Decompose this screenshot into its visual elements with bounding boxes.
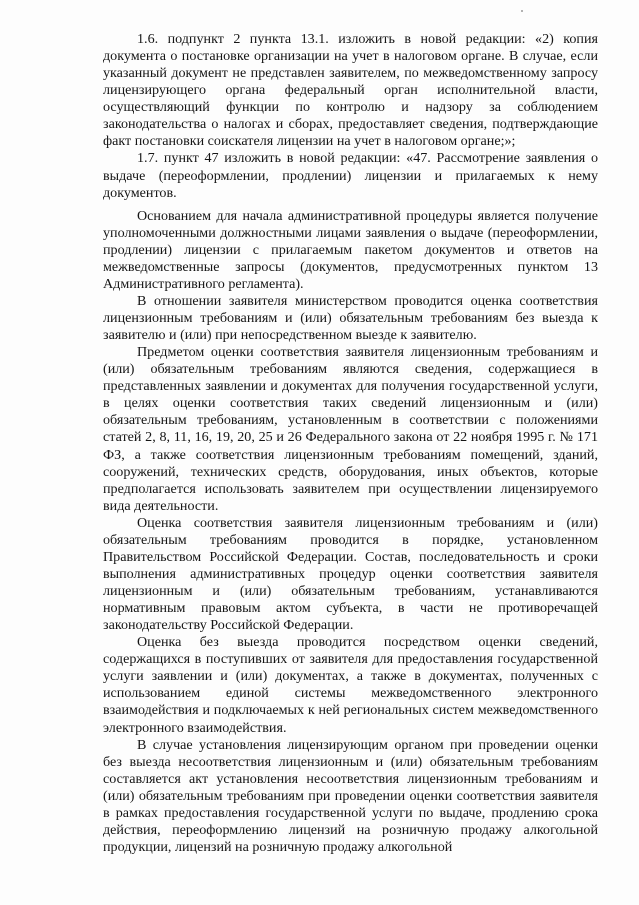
document-body	[103, 31, 598, 856]
paragraph-assessment: В отношении заявителя министерством проводится оценка соответствия лицензионным требованиям и (или) обязательным требованиям без выезда к заявителю и (или) при непосредственном выезде к заявителю.	[103, 292, 598, 344]
paragraph-1-6: 1.6. подпункт 2 пункта 13.1. изложить в новой редакции: «2) копия документа о постановке организации на учет в налоговом органе. В случае, если указанный документ не представлен заявителем, по межведомственному запросу лицензирующего органа федеральный орган исполнительной власти, осуществляющий функции по контролю и надзору за соблюдением законодательства о налогах и сборах, предоставляет сведения, подтверждающие факт постановки соискателя лицензии на учет в налоговом органе;»;	[103, 31, 598, 150]
paragraph-procedure: Оценка соответствия заявителя лицензионным требованиям и (или) обязательным требованиям проводится в порядке, установленном Правительством Российской Федерации. Состав, последовательность и сроки выполнения административных процедур оценки соответствия заявителя лицензионным и (или) обязательным требованиям, устанавливаются нормативным правовым актом субъекта, в части не противоречащей законодательству Российской Федерации.	[103, 514, 598, 634]
paragraph-no-visit: Оценка без выезда проводится посредством оценки сведений, содержащихся в поступивших от заявителя для предоставления государственной услуги заявлении и (или) документах, а также в документах, полученных с использованием единой системы межведомственного электронного взаимодействия и подключаемых к ней региональных систем межведомственного электронного взаимодействия.	[103, 634, 598, 736]
scan-speck	[521, 10, 523, 12]
paragraph-subject: Предметом оценки соответствия заявителя лицензионным требованиям и (или) обязательным требованиям являются сведения, содержащиеся в представленных заявлении и документах для получения государственной услуги, в целях оценки соответствия таких сведений лицензионным и (или) обязательным требованиям, установленным в соответствии с положениями статей 2, 8, 11, 16, 19, 20, 25 и 26 Федерального закона от 22 ноября 1995 г. № 171 ФЗ, а также соответствия лицензионным требованиям помещений, зданий, сооружений, технических средств, оборудования, иных объектов, которые предполагается использовать заявителем при осуществлении лицензируемого вида деятельности.	[103, 344, 598, 514]
paragraph-1-7: 1.7. пункт 47 изложить в новой редакции: «47. Рассмотрение заявления о выдаче (переоформлении, продлении) лицензии и прилагаемых к нему документов.	[103, 150, 598, 201]
paragraph-basis: Основанием для начала административной процедуры является получение уполномоченными должностными лицами заявления о выдаче (переоформлении, продлении) лицензии с прилагаемым пакетом документов и ответов на межведомственные запросы (документов, предусмотренных пунктом 13 Административного регламента).	[103, 207, 598, 292]
paragraph-nonconformity: В случае установления лицензирующим органом при проведении оценки без выезда несоответствия лицензионным и (или) обязательным требованиям составляется акт установления несоответствия лицензионным требованиям и (или) обязательным требованиям при проведении оценки соответствия заявителя в рамках предоставления государственной услуги по выдаче, продлению срока действия, переоформлению лицензий на розничную продажу алкогольной продукции, лицензий на розничную продажу алкогольной	[103, 736, 598, 855]
